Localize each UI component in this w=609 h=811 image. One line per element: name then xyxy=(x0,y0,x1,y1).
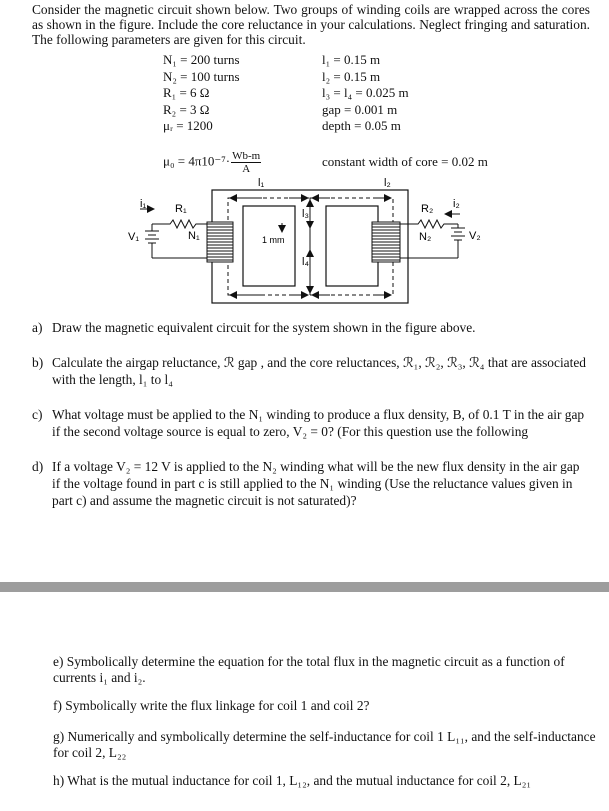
question-d xyxy=(32,458,592,509)
coil-n1 xyxy=(207,222,233,262)
circuit-right xyxy=(400,214,465,258)
label-l2: l₂ xyxy=(384,177,391,189)
param-depth: depth = 0.05 m xyxy=(322,118,401,133)
question-a xyxy=(32,319,592,336)
label-i1: i₁ xyxy=(140,198,147,210)
question-e: e) Symbolically determine the equation for the total flux in the magnetic circuit as a function of currents i₁ and i₂. xyxy=(53,654,565,685)
param-r2: R₂ = 3 Ω xyxy=(163,101,210,117)
mu0-text: μ₀ = 4π10⁻⁷· xyxy=(163,153,231,169)
param-core-width: constant width of core = 0.02 m xyxy=(322,154,488,169)
question-c-text: What voltage must be applied to the N₁ winding to produce a flux density, B, of 0.1 T in the air gap if the second voltage source is equal to zero, V₂ = 0? (For this question use the following xyxy=(52,407,585,439)
label-l4: l₄ xyxy=(302,256,309,268)
label-i2: i₂ xyxy=(453,198,460,210)
question-d-text: If a voltage V₂ = 12 V is applied to the N₂ winding what will be the new flux density in the air gap if the voltage found in part c is still applied to the N₁ winding (Use the reluctance values given in part c) and assume the magnetic circuit is not saturated)? xyxy=(52,459,580,508)
question-b-label: b) xyxy=(32,355,44,370)
param-l1: l₁ = 0.15 m xyxy=(322,52,381,67)
question-f: f) Symbolically write the flux linkage for coil 1 and coil 2? xyxy=(53,698,370,713)
intro-paragraph: Consider the magnetic circuit shown below. Two groups of winding coils are wrapped across the cores as shown in the figure. Include the core reluctance in your calculations. Neglect fringing and saturation. The following parameters are given for this circuit. xyxy=(32,2,590,47)
param-n1: N₁ = 200 turns xyxy=(163,52,240,67)
mu0-unit-den: A xyxy=(242,163,251,175)
mu0-unit-num: Wb-m xyxy=(232,150,261,162)
question-h: h) What is the mutual inductance for coil 1, L₁₂, and the mutual inductance for coil 2, L₂₁ xyxy=(53,773,532,788)
param-mur: μᵣ = 1200 xyxy=(163,118,213,133)
page-divider xyxy=(0,582,609,592)
param-r1: R₁ = 6 Ω xyxy=(163,85,210,100)
label-v2: V₂ xyxy=(469,230,481,242)
core-window-left xyxy=(243,206,295,286)
question-c xyxy=(32,406,592,440)
label-r2: R₂ xyxy=(421,203,434,215)
question-c-label: c) xyxy=(32,407,43,422)
question-a-label: a) xyxy=(32,320,43,335)
label-l3: l₃ xyxy=(302,208,309,220)
core-window-right xyxy=(326,206,378,286)
label-r1: R₁ xyxy=(175,203,187,215)
magnetic-circuit-figure xyxy=(0,0,609,320)
question-g: g) Numerically and symbolically determine the self-inductance for coil 1 L₁₁, and the self-inductance for coil 2, L₂₂ xyxy=(53,729,596,760)
label-gap: 1 mm xyxy=(262,235,285,245)
param-l3-l4: l₃ = l₄ = 0.025 m xyxy=(322,85,409,100)
mean-path-left xyxy=(228,198,310,295)
question-d-label: d) xyxy=(32,459,44,474)
question-b-text: Calculate the airgap reluctance, ℛ gap , and the core reluctances, ℛ₁, ℛ₂, ℛ₃, ℛ₄ that are associated with the length, l₁ to l₄ xyxy=(52,355,586,387)
param-gap: gap = 0.001 m xyxy=(322,101,398,117)
label-n2: N₂ xyxy=(419,231,432,243)
param-n2: N₂ = 100 turns xyxy=(163,68,240,84)
coil-n2 xyxy=(372,222,400,262)
param-l2: l₂ = 0.15 m xyxy=(322,68,381,84)
label-v1: V₁ xyxy=(128,231,140,243)
question-b xyxy=(32,354,592,388)
label-l1: l₁ xyxy=(258,177,265,189)
label-n1: N₁ xyxy=(188,230,200,242)
question-a-text: Draw the magnetic equivalent circuit for the system shown in the figure above. xyxy=(52,320,476,335)
